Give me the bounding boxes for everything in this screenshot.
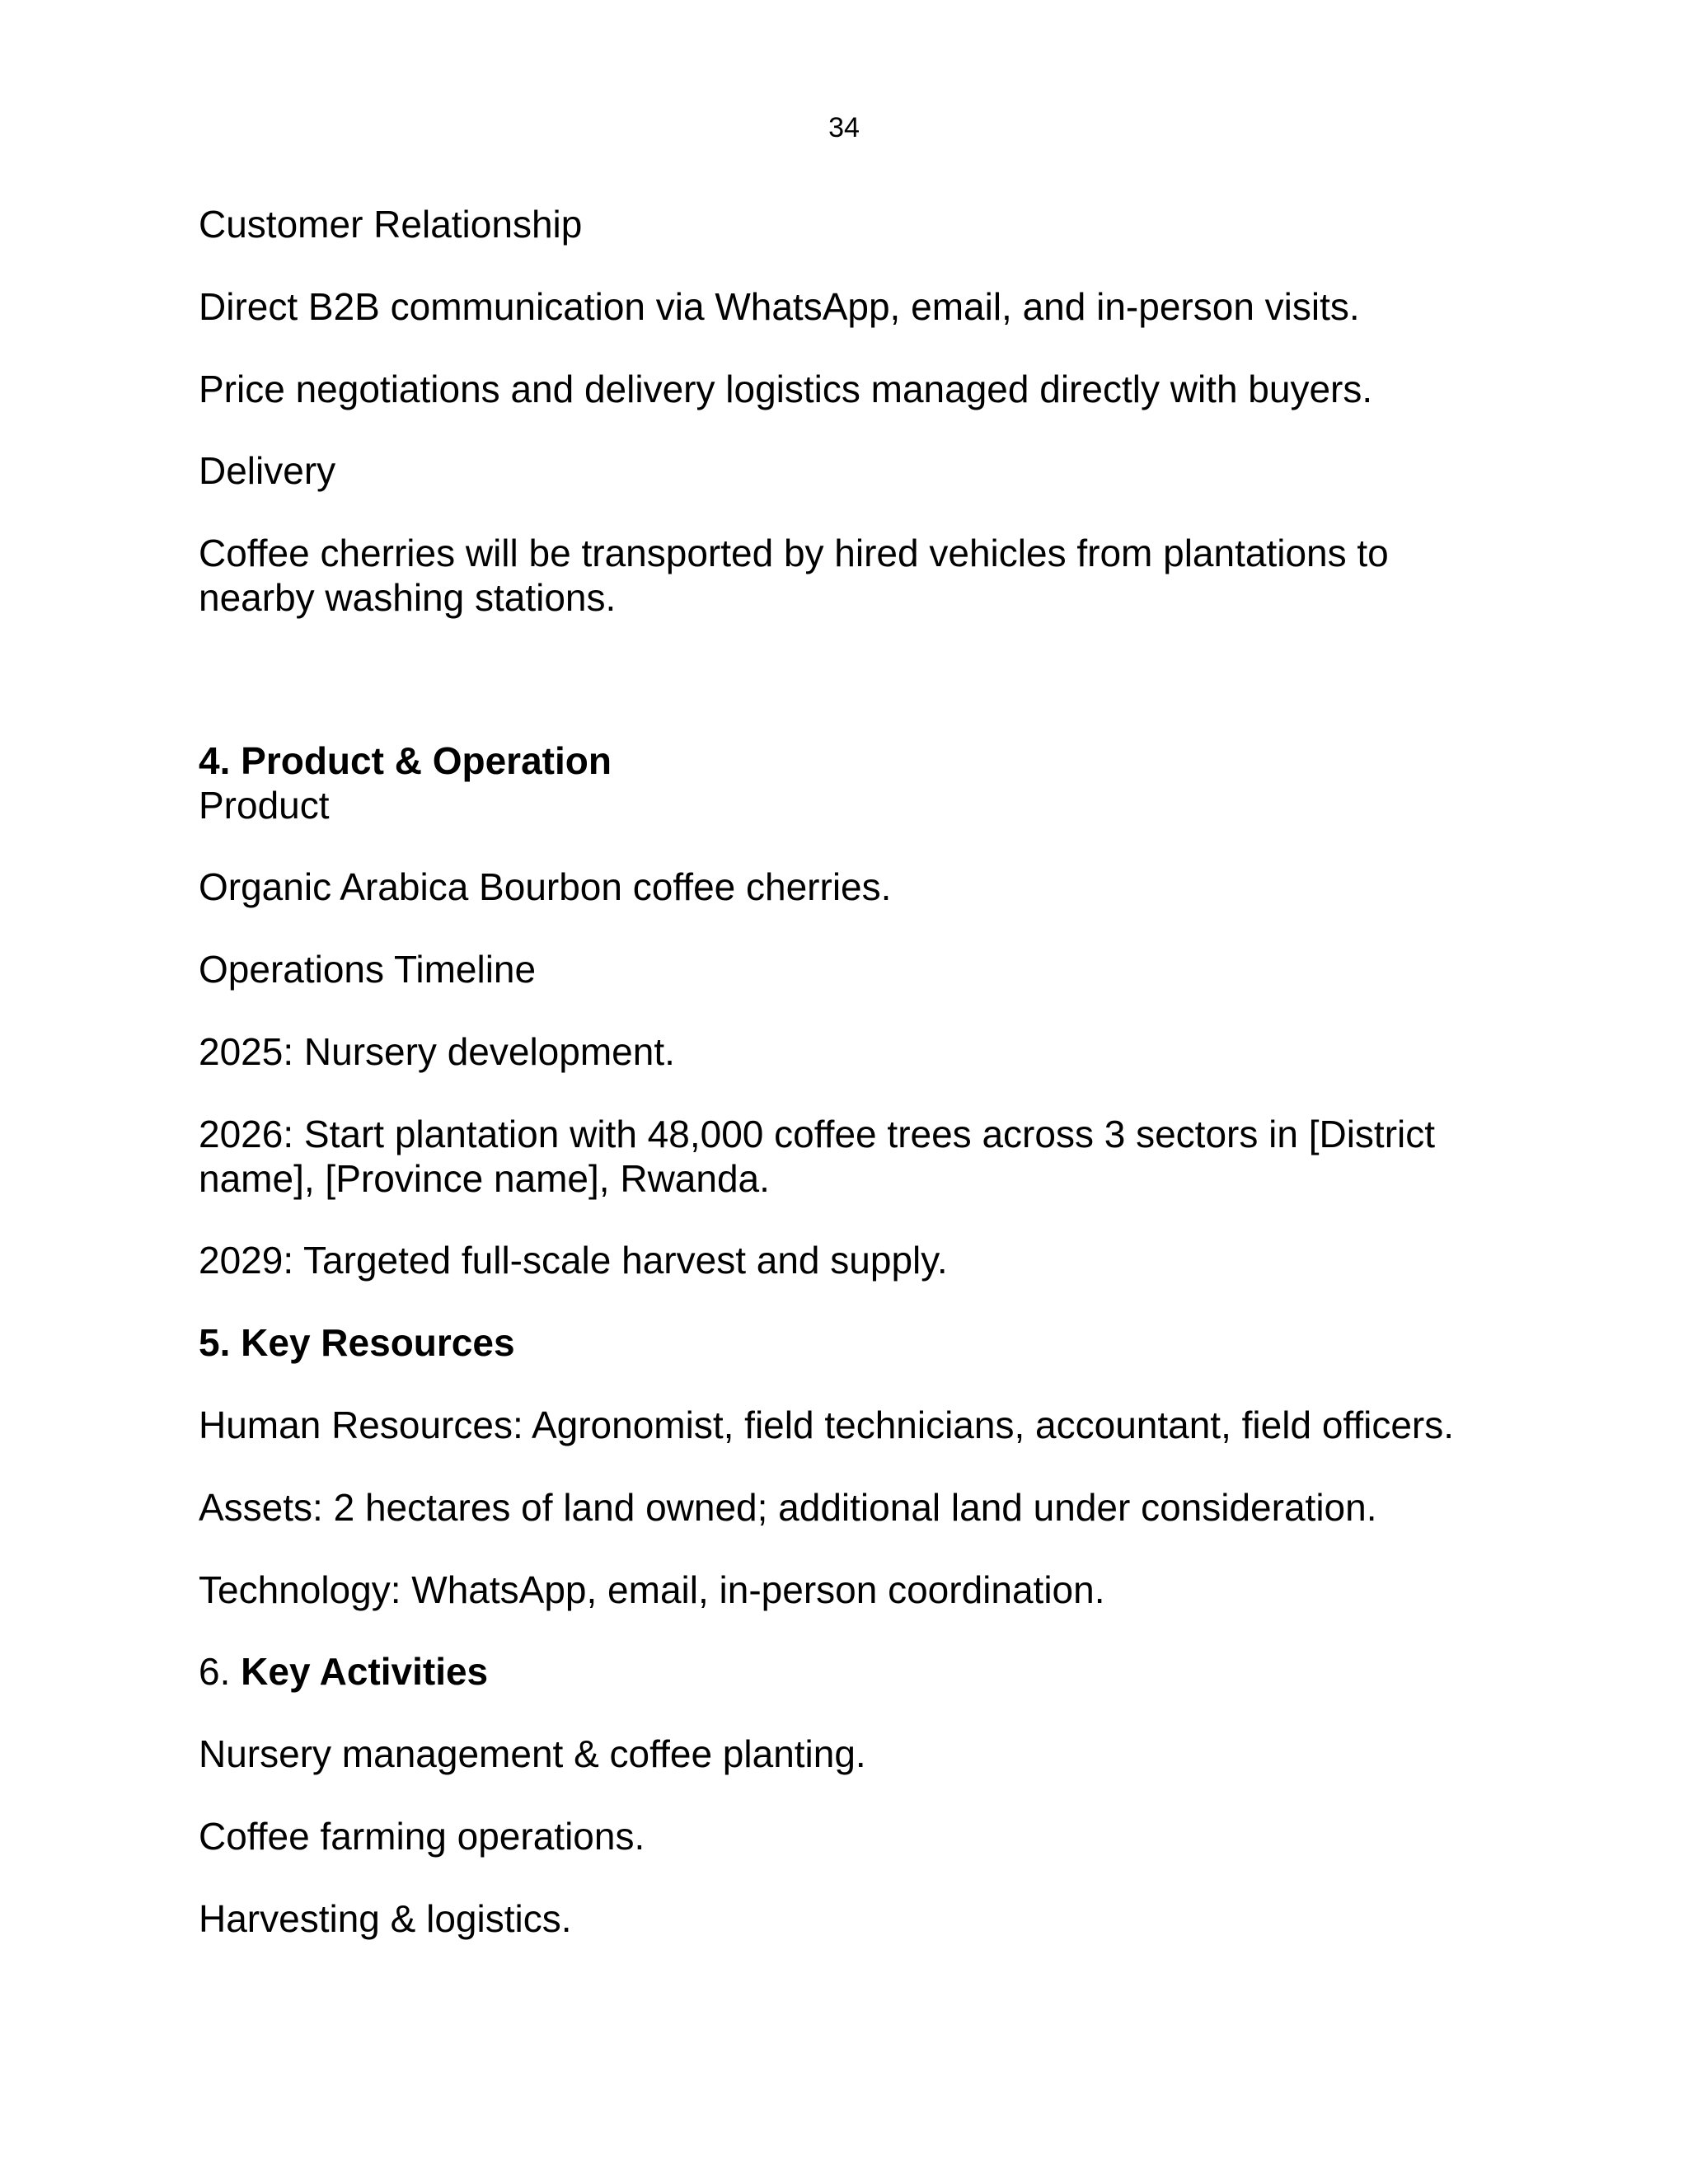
key-activities-heading-text: Key Activities — [241, 1650, 489, 1693]
customer-item-negotiations: Price negotiations and delivery logistics managed directly with buyers. — [199, 368, 1373, 410]
activity-item-nursery: Nursery management & coffee planting. — [199, 1732, 866, 1775]
key-resources-heading: 5. Key Resources — [199, 1321, 515, 1364]
activity-item-harvesting: Harvesting & logistics. — [199, 1897, 572, 1940]
key-activities-heading — [199, 1649, 1501, 1694]
delivery-text-line-1: Coffee cherries will be transported by hired vehicles from plantations to — [199, 532, 1389, 574]
resources-assets: Assets: 2 hectares of land owned; additional land under consideration. — [199, 1486, 1377, 1529]
customer-relationship-heading: Customer Relationship — [199, 203, 583, 246]
key-activities-heading-number: 6. — [199, 1650, 241, 1693]
activity-item-farming: Coffee farming operations. — [199, 1815, 645, 1858]
timeline-2025: 2025: Nursery development. — [199, 1030, 675, 1073]
timeline-2026-line-1: 2026: Start plantation with 48,000 coffee trees across 3 sectors in [District — [199, 1113, 1436, 1155]
product-operation-heading: 4. Product & Operation — [199, 739, 612, 782]
timeline-2026-line-2: name], [Province name], Rwanda. — [199, 1157, 770, 1200]
delivery-text-line-2: nearby washing stations. — [199, 576, 617, 619]
delivery-heading: Delivery — [199, 449, 336, 492]
timeline-2029: 2029: Targeted full-scale harvest and supply. — [199, 1239, 948, 1282]
customer-item-communication: Direct B2B communication via WhatsApp, email, and in-person visits. — [199, 285, 1360, 328]
product-subheading: Product — [199, 784, 330, 827]
resources-technology: Technology: WhatsApp, email, in-person coordination. — [199, 1568, 1105, 1611]
operations-timeline-heading: Operations Timeline — [199, 948, 537, 991]
resources-human: Human Resources: Agronomist, field technicians, accountant, field officers. — [199, 1404, 1455, 1446]
page-number: 34 — [828, 112, 860, 143]
product-description: Organic Arabica Bourbon coffee cherries. — [199, 865, 892, 908]
